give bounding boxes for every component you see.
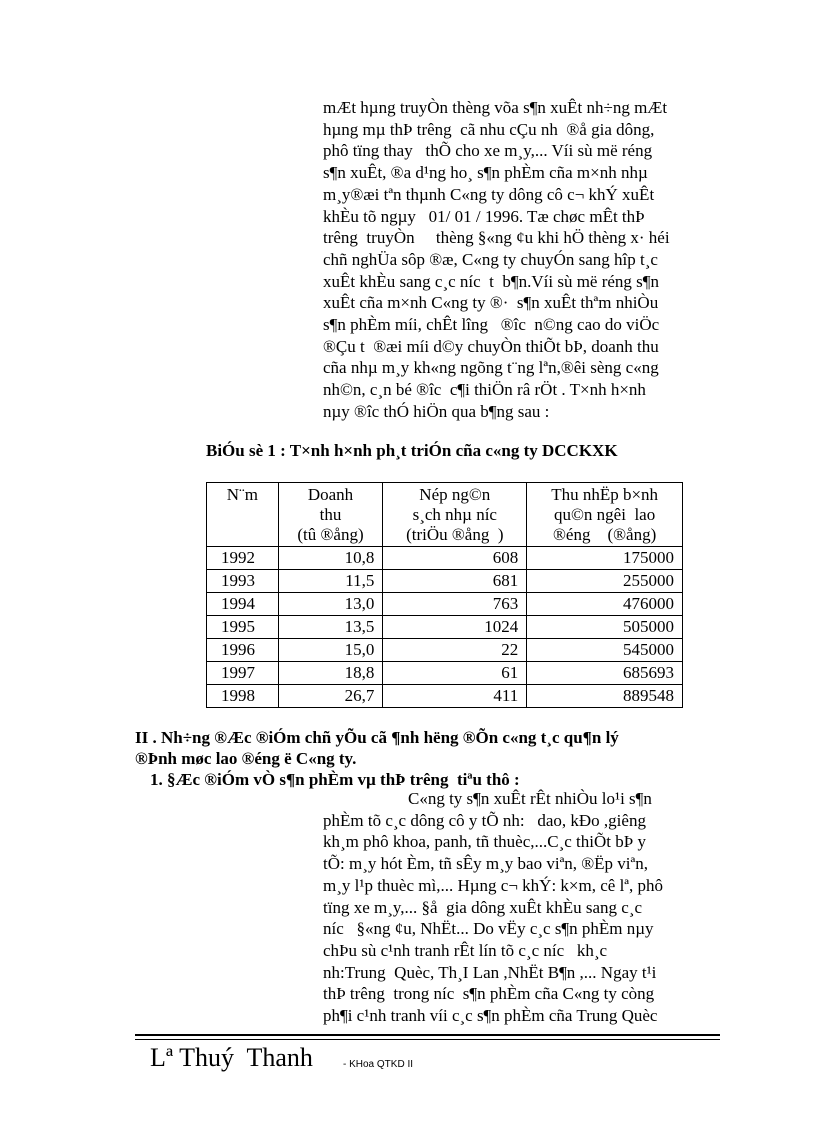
intro-line: khÈu tõ ngµy 01/ 01 / 1996. Tæ chøc mÊt thÞ: [323, 206, 645, 226]
footer-author: Lª Thuý Thanh: [150, 1043, 313, 1072]
table-row: [207, 685, 683, 708]
body-line: C«ng ty s¶n xuÊt rÊt nhiÒu lo¹i s¶n: [323, 789, 652, 808]
intro-line: m¸y®æi tªn thµnh C«ng ty dông cô c¬ khÝ xuÊt: [323, 184, 655, 204]
column-header-line: Thu nhËp b×nh: [551, 485, 659, 504]
body-paragraph: [323, 788, 720, 1027]
table-cell: 1024: [383, 616, 527, 639]
intro-line: cña nhµ m¸y kh«ng ngõng t¨ng lªn,®êi sèng c«ng: [323, 358, 659, 378]
table-cell: 681: [383, 570, 527, 593]
table-cell: 1996: [207, 639, 279, 662]
column-header-line: (triÖu ®ång ): [406, 525, 504, 544]
intro-line: phô tïng thay thÕ cho xe m¸y,... Víi sù më réng: [323, 141, 653, 161]
section-heading-line-2: ®Þnh møc lao ®éng ë C«ng ty.: [135, 749, 357, 768]
table-cell: 608: [383, 547, 527, 570]
table-header-row: [207, 483, 683, 547]
column-header-line: ®éng (®ång): [552, 525, 657, 544]
table-cell: 175000: [527, 547, 683, 570]
table-cell: 763: [383, 593, 527, 616]
table-row: [207, 662, 683, 685]
development-table: [206, 482, 683, 708]
table-cell: 1995: [207, 616, 279, 639]
column-header: [383, 483, 527, 547]
intro-line: hµng mµ thÞ trêng cã nhu cÇu nh ®å gia dông,: [323, 119, 655, 139]
table-cell: 685693: [527, 662, 683, 685]
column-header-line: Nép ng©n: [419, 485, 491, 504]
intro-paragraph: [323, 97, 720, 423]
table-cell: 18,8: [278, 662, 383, 685]
column-header-line: N¨m: [226, 485, 258, 504]
table-cell: 1997: [207, 662, 279, 685]
body-line: chÞu sù c¹nh tranh rÊt lín tõ c¸c níc kh¸c: [323, 940, 608, 960]
table-row: [207, 639, 683, 662]
intro-line: s¶n xuÊt, ®a d¹ng ho¸ s¶n phÈm cña m×nh nhµ: [323, 163, 648, 183]
table-row: [207, 570, 683, 593]
body-line: ph¶i c¹nh tranh víi c¸c s¶n phÈm cña Trung Quèc: [323, 1006, 658, 1026]
table-cell: 15,0: [278, 639, 383, 662]
table-row: [207, 547, 683, 570]
table-body: [207, 547, 683, 708]
table-row: [207, 616, 683, 639]
column-header-line: thu: [319, 505, 342, 524]
table-cell: 476000: [527, 593, 683, 616]
intro-line: ®Çu t ®æi míi d©y chuyÒn thiÕt bÞ, doanh thu: [323, 336, 659, 356]
footer-rule-thick: [135, 1034, 720, 1036]
table-cell: 61: [383, 662, 527, 685]
column-header: [207, 483, 279, 547]
intro-line: xuÊt cña m×nh C«ng ty ®· s¶n xuÊt thªm nhiÒu: [323, 293, 659, 313]
table-cell: 13,0: [278, 593, 383, 616]
column-header: [278, 483, 383, 547]
intro-line: mÆt hµng truyÒn thèng võa s¶n xuÊt nh÷ng mÆt: [323, 98, 668, 117]
body-line: m¸y l¹p thuèc mì,... Hµng c¬ khÝ: k×m, cê lª, phô: [323, 875, 663, 895]
footer-department: - KHoa QTKD II: [343, 1059, 414, 1070]
intro-line: chñ nghÜa sôp ®æ, C«ng ty chuyÓn sang hîp t¸c: [323, 249, 658, 269]
column-header-line: qu©n ngêi lao: [554, 505, 656, 524]
table-cell: 255000: [527, 570, 683, 593]
intro-line: trêng truyÒn thèng §«ng ¢u khi hÖ thèng x· héi: [323, 228, 670, 248]
column-header-line: s¸ch nhµ níc: [412, 505, 497, 524]
column-header: [527, 483, 683, 547]
table-cell: 1993: [207, 570, 279, 593]
body-line: kh¸m phô khoa, panh, tñ thuèc,...C¸c thiÕt bÞ y: [323, 832, 646, 852]
intro-line: nh©n, c¸n bé ®îc c¶i thiÖn râ rÖt . T×nh h×nh: [323, 380, 646, 400]
section-heading: [135, 727, 720, 769]
body-line: phÈm tõ c¸c dông cô y tÕ nh: dao, kÐo ,giêng: [323, 810, 646, 830]
table-cell: 889548: [527, 685, 683, 708]
table-cell: 411: [383, 685, 527, 708]
table-cell: 1998: [207, 685, 279, 708]
body-line: níc §«ng ¢u, NhËt... Do vËy c¸c s¶n phÈm nµy: [323, 919, 654, 939]
column-header-line: Doanh: [307, 485, 354, 504]
table-cell: 505000: [527, 616, 683, 639]
table-cell: 1994: [207, 593, 279, 616]
intro-line: nµy ®îc thÓ hiÖn qua b¶ng sau :: [323, 401, 550, 421]
table-cell: 26,7: [278, 685, 383, 708]
body-line: tÕ: m¸y hót Èm, tñ sÊy m¸y bao viªn, ®Ëp viªn,: [323, 854, 648, 874]
footer-rule-thin: [135, 1039, 720, 1040]
table-cell: 11,5: [278, 570, 383, 593]
body-line: tïng xe m¸y,... §å gia dông xuÊt khÈu sang c¸c: [323, 897, 642, 917]
body-line: nh:Trung Quèc, Th¸I Lan ,NhËt B¶n ,... Ngay t¹i: [323, 962, 657, 982]
table-cell: 10,8: [278, 547, 383, 570]
body-line: thÞ trêng trong níc s¶n phÈm cña C«ng ty còng: [323, 984, 655, 1004]
table-row: [207, 593, 683, 616]
table-cell: 22: [383, 639, 527, 662]
section-heading-line-1: II . Nh÷ng ®Æc ®iÓm chñ yÕu cã ¶nh hëng ®Õn c«ng t¸c qu¶n lý: [135, 728, 619, 747]
table-cell: 13,5: [278, 616, 383, 639]
table-caption: BiÓu sè 1 : T×nh h×nh ph¸t triÓn cña c«ng ty DCCKXK: [206, 441, 618, 460]
intro-line: s¶n phÈm míi, chÊt lîng ®îc n©ng cao do viÖc: [323, 315, 660, 335]
intro-line: xuÊt khÈu sang c¸c níc t b¶n.Víi sù më réng s¶n: [323, 271, 659, 291]
column-header-line: (tû ®ång): [297, 525, 364, 544]
subsection-heading: 1. §Æc ®iÓm vÒ s¶n phÈm vµ thÞ trêng tiªu thô :: [150, 770, 520, 789]
table-cell: 1992: [207, 547, 279, 570]
table-cell: 545000: [527, 639, 683, 662]
